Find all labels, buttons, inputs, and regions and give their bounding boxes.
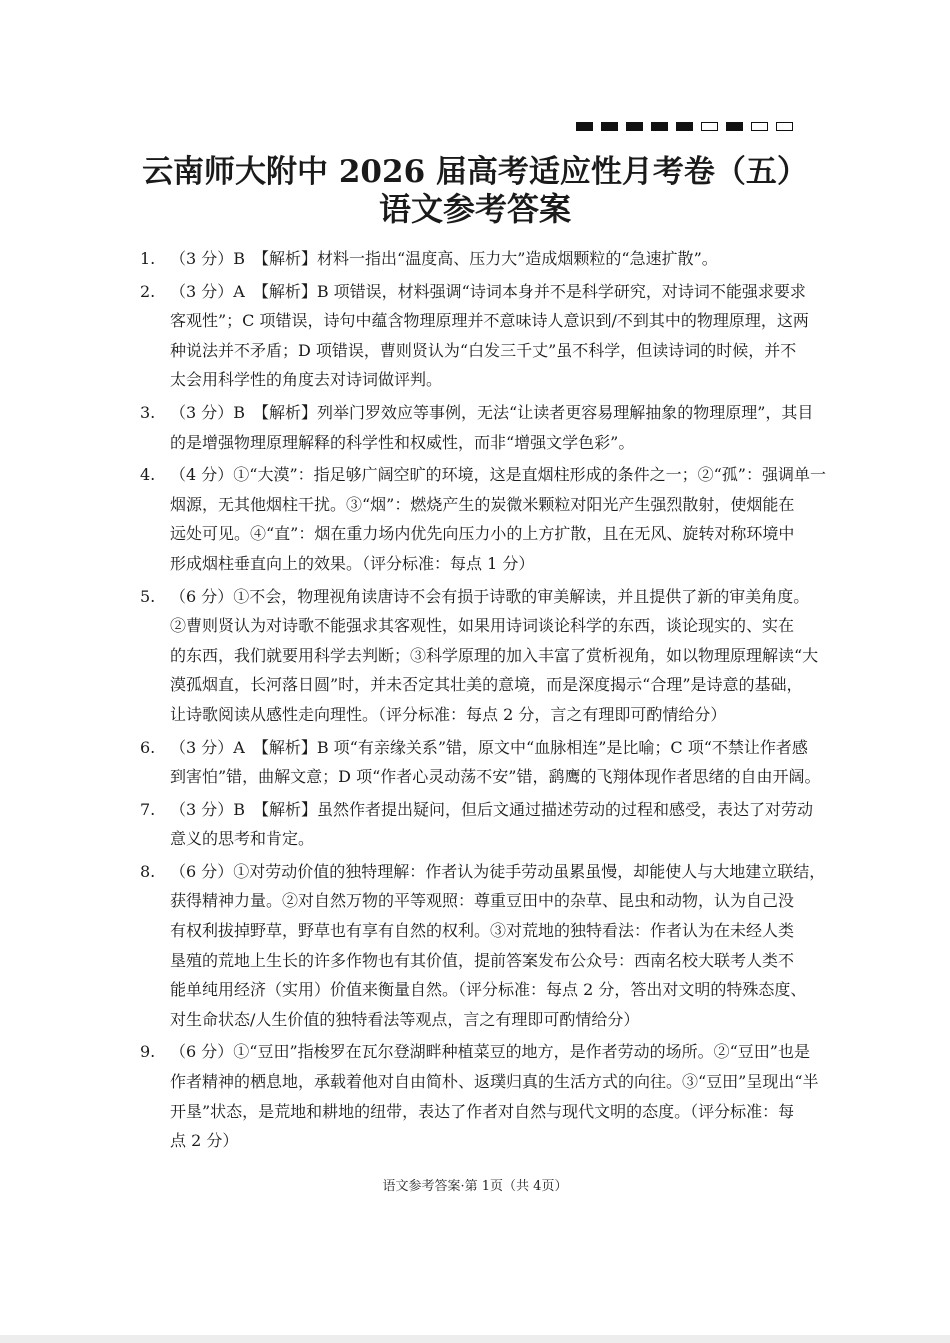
answer-key-title: 语文参考答案 — [378, 190, 571, 228]
answer-text-line: 客观性”；C 项错误，诗句中蕴含物理原理并不意味诗人意识到/不到其中的物理原理，这两 — [170, 311, 809, 331]
answer-text-line: 作者精神的栖息地，承载着他对自由简朴、返璞归真的生活方式的向往。③“豆田”呈现出“半 — [170, 1072, 819, 1092]
section-mark — [576, 122, 593, 131]
answer-text-line: 的东西，我们就要用科学去判断；③科学原理的加入丰富了赏析视角，如以物理原理解读“大 — [170, 645, 819, 665]
section-mark — [676, 122, 693, 131]
answer-item — [140, 244, 812, 274]
answer-text-line: （3 分）A 【解析】B 项“有亲缘关系”错，原文中“血脉相连”是比喻；C 项“不禁让作者感 — [170, 737, 808, 757]
answer-text-line: 形成烟柱垂直向上的效果。（评分标准：每点 1 分） — [170, 553, 535, 573]
answer-text-line: （3 分）B 【解析】材料一指出“温度高、压力大”造成烟颗粒的“急速扩散”。 — [170, 249, 718, 268]
question-number: 8. — [140, 861, 156, 881]
answer-text-line: （3 分）B 【解析】列举门罗效应等事例，无法“让读者更容易理解抽象的物理原理”，其目 — [170, 402, 814, 422]
question-number: 7. — [140, 799, 156, 819]
answer-text-line: （6 分）①对劳动价值的独特理解：作者认为徒手劳动虽累虽慢，却能使人与大地建立联结， — [170, 861, 826, 881]
section-mark — [751, 122, 768, 131]
answer-text-line: 对生命状态/人生价值的独特看法等观点，言之有理即可酌情给分） — [170, 1009, 640, 1029]
section-mark — [701, 122, 718, 131]
answer-text-line: （4 分）①“大漠”：指足够广阔空旷的环境，这是直烟柱形成的条件之一；②“孤”：强调单一 — [170, 465, 826, 485]
answer-text-line: 让诗歌阅读从感性走向理性。（评分标准：每点 2 分，言之有理即可酌情给分） — [170, 704, 727, 724]
answer-item — [140, 1037, 819, 1155]
answer-item — [140, 582, 819, 730]
answer-text-line: 太会用科学性的角度去对诗词做评判。 — [170, 370, 443, 390]
answer-item — [140, 460, 826, 578]
answer-item — [140, 857, 826, 1035]
answer-text-line: （3 分）A 【解析】B 项错误，材料强调“诗词本身并不是科学研究，对诗词不能强求要求 — [170, 281, 806, 301]
section-mark — [626, 122, 643, 131]
answer-item — [140, 795, 812, 854]
answer-text-line: 开垦”状态，是荒地和耕地的纽带，表达了作者对自然与现代文明的态度。（评分标准：每 — [170, 1101, 795, 1121]
answer-text-line: 漠孤烟直，长河落日圆”时，并未否定其壮美的意境，而是深度揭示“合理”是诗意的基础， — [170, 675, 803, 695]
answer-text-line: 远处可见。④“直”：烟在重力场内优先向压力小的上方扩散，且在无风、旋转对称环境中 — [170, 524, 795, 544]
section-mark — [776, 122, 793, 131]
answer-text-line: 种说法并不矛盾；D 项错误，曹则贤认为“白发三千丈”虽不科学，但读诗词的时候，并不 — [170, 340, 797, 360]
question-number: 3. — [140, 402, 156, 422]
page-footer: 语文参考答案·第 1页（共 4页） — [382, 1179, 568, 1194]
answer-text-line: （6 分）①不会，物理视角读唐诗不会有损于诗歌的审美解读，并且提供了新的审美角度。 — [170, 586, 810, 606]
section-mark — [726, 122, 743, 131]
answer-text-line: （3 分）B 【解析】虽然作者提出疑问，但后文通过描述劳动的过程和感受，表达了对劳动 — [170, 799, 814, 819]
answer-text-line: 垦殖的荒地上生长的许多作物也有其价值，提前答案发布公众号：西南名校大联考人类不 — [170, 950, 795, 970]
answer-text-line: 点 2 分） — [170, 1131, 239, 1151]
answer-text-line: 能单纯用经济（实用）价值来衡量自然。（评分标准：每点 2 分，答出对文明的特殊态度、 — [170, 980, 807, 1000]
question-number: 1. — [140, 249, 156, 268]
answer-text-line: 的是增强物理原理解释的科学性和权威性，而非“增强文学色彩”。 — [170, 432, 635, 452]
answer-text-line: 获得精神力量。②对自然万物的平等观照：尊重豆田中的杂草、昆虫和动物，认为自己没 — [170, 891, 795, 911]
question-number: 6. — [140, 737, 156, 757]
section-mark — [651, 122, 668, 131]
answer-list — [140, 244, 826, 1159]
question-number: 4. — [140, 465, 156, 485]
exam-title: 云南师大附中 2026 届高考适应性月考卷（五） — [142, 154, 808, 190]
answer-text-line: 烟源，无其他烟柱干扰。③“烟”：燃烧产生的炭微米颗粒对阳光产生强烈散射，使烟能在 — [170, 494, 795, 514]
answer-text-line: （6 分）①“豆田”指梭罗在瓦尔登湖畔种植菜豆的地方，是作者劳动的场所。②“豆田”也是 — [170, 1042, 810, 1062]
question-number: 9. — [140, 1042, 156, 1062]
question-number: 5. — [140, 586, 156, 606]
section-mark — [601, 122, 618, 131]
answer-text-line: 有权利拔掉野草，野草也有享有自然的权利。③对荒地的独特看法：作者认为在未经人类 — [170, 921, 795, 941]
answer-item — [140, 733, 821, 792]
answer-item — [140, 277, 812, 395]
section-marks — [576, 122, 793, 131]
answer-item — [140, 398, 812, 457]
page-bottom-edge — [0, 1335, 950, 1343]
answer-text-line: 意义的思考和肯定。 — [170, 829, 315, 849]
question-number: 2. — [140, 281, 156, 301]
answer-text-line: 到害怕”错，曲解文意；D 项“作者心灵动荡不安”错，鹞鹰的飞翔体现作者思绪的自由开阔。 — [170, 767, 821, 787]
answer-text-line: ②曹则贤认为对诗歌不能强求其客观性，如果用诗词谈论科学的东西，谈论现实的、实在 — [170, 616, 795, 636]
